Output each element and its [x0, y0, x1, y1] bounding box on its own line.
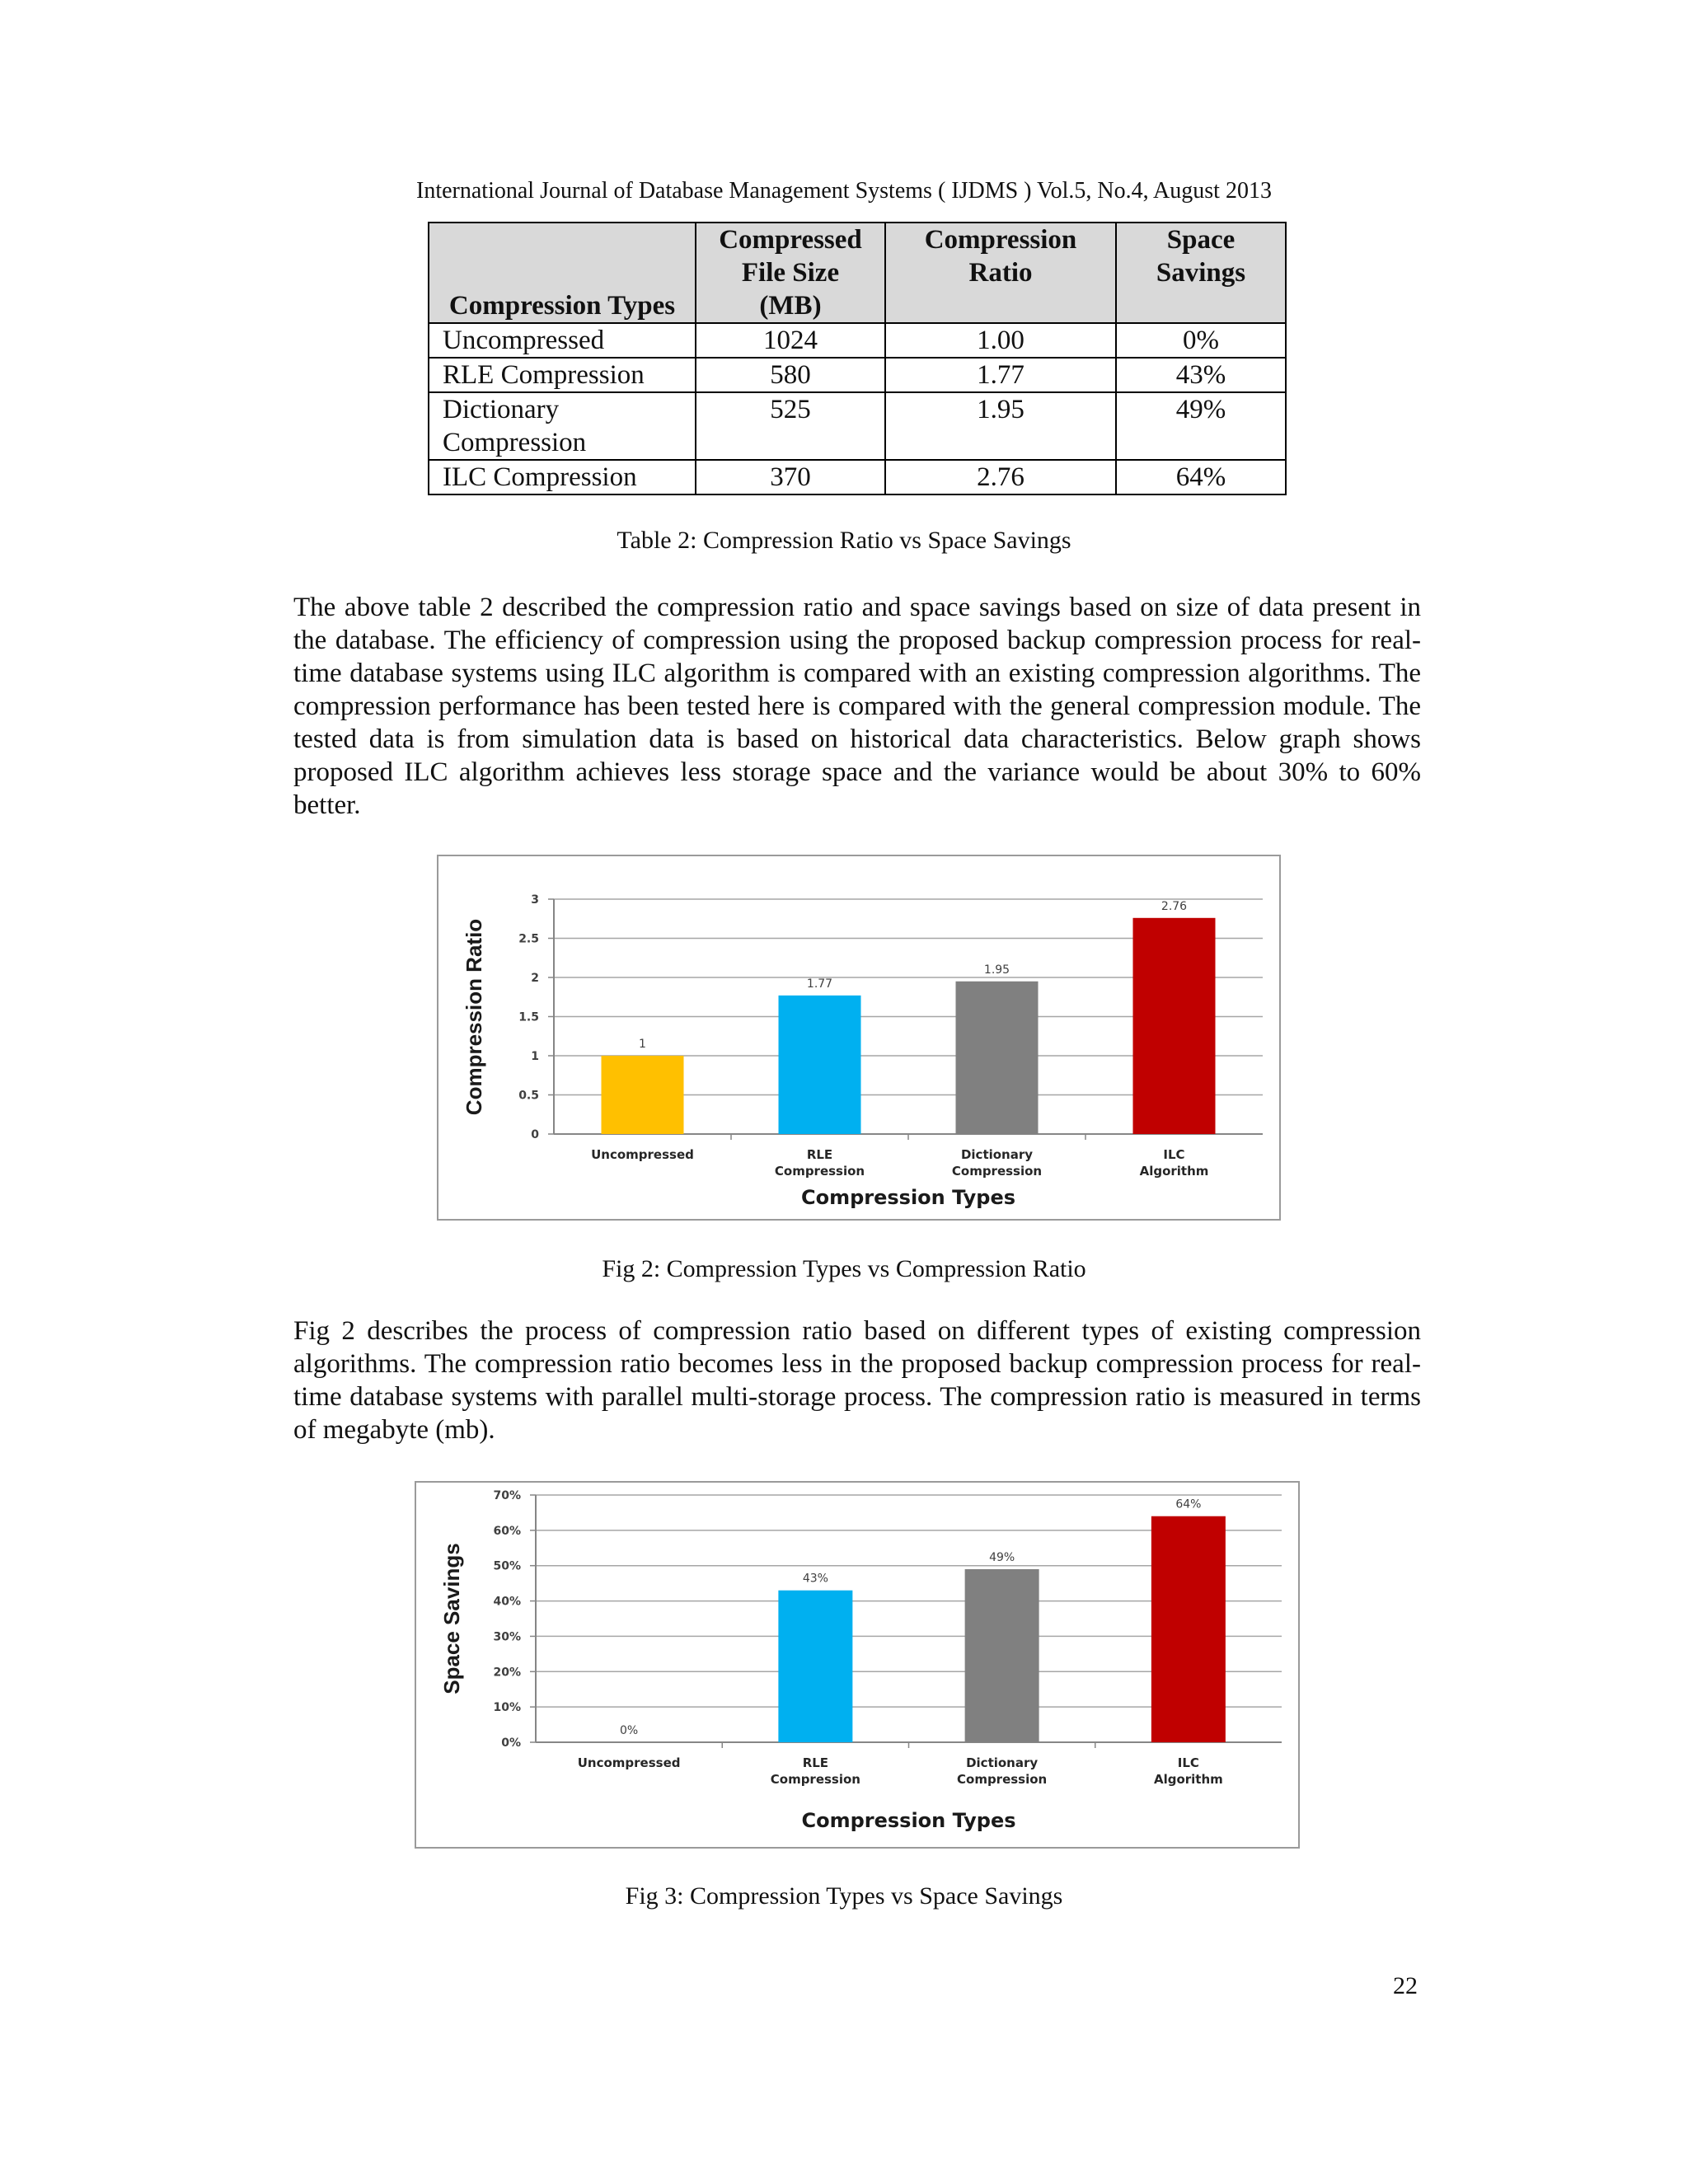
cell-ratio: 1.77: [885, 358, 1116, 392]
cell-size: 525: [696, 392, 885, 460]
y-tick-label: 1.5: [518, 1010, 539, 1024]
table-header-row: [429, 223, 1286, 323]
x-tick-label: Dictionary: [966, 1755, 1039, 1770]
x-tick-label: Algorithm: [1139, 1164, 1209, 1179]
x-tick-label: ILC: [1177, 1755, 1199, 1770]
y-tick-label: 2.5: [518, 932, 539, 946]
y-tick-label: 20%: [493, 1666, 521, 1680]
table-row: [429, 392, 1286, 460]
table-row: [429, 460, 1286, 494]
compression-ratio-chart: [438, 856, 1279, 1219]
cell-savings: 64%: [1116, 460, 1286, 494]
x-tick-label: RLE: [806, 1147, 833, 1162]
y-tick-label: 10%: [493, 1701, 521, 1715]
cell-ratio: 1.00: [885, 323, 1116, 358]
page-number: 22: [1393, 1972, 1418, 1999]
y-tick-label: 30%: [493, 1630, 521, 1644]
x-tick-label: Dictionary: [960, 1147, 1034, 1162]
bar: [956, 982, 1039, 1134]
x-tick-label: RLE: [802, 1755, 829, 1770]
x-tick-label: ILC: [1163, 1147, 1185, 1162]
data-label: 1.95: [983, 963, 1010, 977]
x-tick-label: Compression: [957, 1772, 1048, 1787]
header-space-savings: Space Savings: [1116, 223, 1286, 323]
y-tick-label: 50%: [493, 1559, 521, 1573]
x-tick-label: Algorithm: [1153, 1772, 1223, 1787]
cell-type: ILC Compression: [429, 460, 696, 494]
cell-ratio: 1.95: [885, 392, 1116, 460]
y-tick-label: 60%: [493, 1524, 521, 1538]
cell-ratio: 2.76: [885, 460, 1116, 494]
data-label: 0%: [620, 1724, 639, 1737]
cell-savings: 0%: [1116, 323, 1286, 358]
y-tick-label: 40%: [493, 1595, 521, 1609]
figure-3-chart: [415, 1481, 1300, 1849]
y-tick-label: 3: [531, 893, 539, 907]
bar: [602, 1056, 684, 1134]
data-label: 1: [639, 1038, 646, 1051]
y-tick-label: 0%: [501, 1736, 521, 1750]
bar: [965, 1569, 1039, 1742]
y-axis-title: Space Savings: [439, 1543, 464, 1694]
bar: [779, 996, 861, 1134]
x-tick-label: Uncompressed: [591, 1147, 694, 1162]
x-tick-label: Compression: [951, 1164, 1043, 1179]
data-label: 64%: [1175, 1497, 1202, 1511]
fig2-caption: Fig 2: Compression Types vs Compression Ratio: [602, 1255, 1086, 1282]
cell-savings: 49%: [1116, 392, 1286, 460]
x-axis-title: Compression Types: [801, 1809, 1016, 1832]
y-tick-label: 70%: [493, 1489, 521, 1502]
cell-type: Dictionary Compression: [429, 392, 696, 460]
y-tick-label: 2: [531, 972, 539, 985]
space-savings-chart: [416, 1483, 1298, 1847]
data-label: 43%: [802, 1572, 828, 1586]
paragraph-2: Fig 2 describes the process of compression ratio based on different types of existing compression algorithms. The compression ratio becomes less in the proposed backup compression process for real-time database systems with parallel multi-storage process. The compression ratio is measured in terms of megabyte (mb).: [293, 1316, 1421, 1445]
table-row: [429, 358, 1286, 392]
table-row: [429, 323, 1286, 358]
data-label: 2.76: [1160, 899, 1188, 913]
data-label: 1.77: [806, 977, 833, 991]
bar: [778, 1591, 852, 1742]
header-compression-types: Compression Types: [429, 223, 696, 323]
x-tick-label: Uncompressed: [577, 1755, 681, 1770]
y-tick-label: 0.5: [518, 1089, 539, 1103]
cell-type: Uncompressed: [429, 323, 696, 358]
cell-type: RLE Compression: [429, 358, 696, 392]
x-tick-label: Compression: [770, 1772, 860, 1787]
bar: [1133, 918, 1216, 1134]
y-tick-label: 1: [531, 1050, 539, 1063]
data-label: 49%: [989, 1551, 1015, 1564]
header-compressed-file-size: Compressed File Size (MB): [696, 223, 885, 323]
header-compression-ratio: Compression Ratio: [885, 223, 1116, 323]
fig3-caption: Fig 3: Compression Types vs Space Savings: [625, 1882, 1063, 1910]
y-tick-label: 0: [531, 1128, 539, 1141]
x-axis-title: Compression Types: [800, 1186, 1016, 1209]
bar: [1151, 1516, 1226, 1742]
y-axis-title: Compression Ratio: [462, 918, 486, 1116]
table-caption: Table 2: Compression Ratio vs Space Savings: [617, 527, 1071, 554]
compression-table: [428, 222, 1287, 495]
cell-size: 1024: [696, 323, 885, 358]
cell-size: 580: [696, 358, 885, 392]
figure-2-chart: [437, 855, 1281, 1221]
journal-header: International Journal of Database Management Systems ( IJDMS ) Vol.5, No.4, August 2013: [416, 178, 1272, 204]
cell-size: 370: [696, 460, 885, 494]
cell-savings: 43%: [1116, 358, 1286, 392]
paragraph-1: The above table 2 described the compression ratio and space savings based on size of data present in the database. The efficiency of compression using the proposed backup compression process for real-time database systems using ILC algorithm is compared with an existing compression algorithms. The compression performance has been tested here is compared with the general compression module. The tested data is from simulation data is based on historical data characteristics. Below graph shows proposed ILC algorithm achieves less storage space and the variance would be about 30% to 60% better.: [293, 593, 1421, 820]
x-tick-label: Compression: [774, 1164, 865, 1179]
